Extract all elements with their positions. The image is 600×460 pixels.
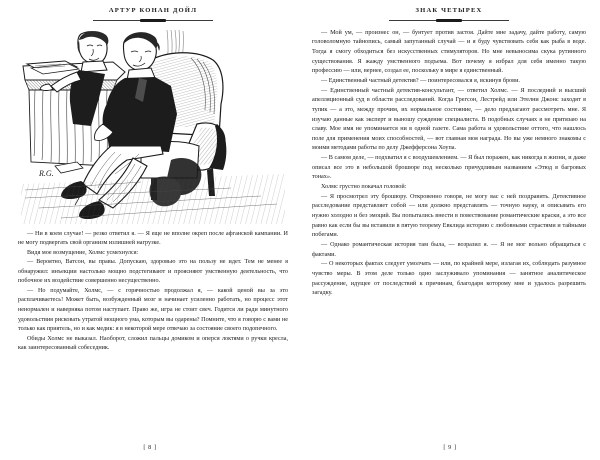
paragraph: — В самом деле, — подхватил я с воодушевлением. — Я был поражен, как никогда в жизни, и даже описал все это в небольшой брошюре под несколько причудливым названием «Этюд в багровых тонах». (312, 154, 586, 181)
paragraph: — Единственный частный детектив-консультант, — ответил Холмс. — Я последний и высший апелляционный суд в области расследований. Когда Грегсон, Лестрейд или Этелни Джонс заходят в тупик — а это, между прочим, их нормальное состояние, — дело предлагают рассмотреть мне. Я изучаю данные как эксперт и выношу суждение специалиста. В подобных случаях я не притязаю на славу. Мое имя не упоминается ни в одной газете. Сама работа и удовольствие оттого, что нашлось поле для применения моих способностей, — вот главная моя награда. Но вы уже немного знакомы с моими методами работы по делу Джефферсона Хоупа. (312, 86, 586, 152)
paragraph: — Вероятно, Ватсон, вы правы. Допускаю, здоровью это на пользу не идет. Тем не менее я обнаружил: инъекции настолько мощно подстегивают и проясняют умственную деятельность, что побочное их воздействие совершенно несущественно. (18, 259, 288, 285)
paragraph: — Но подумайте, Холмс, — с горячностью продолжал я, — какой ценой вы за это расплачиваетесь! Может быть, возбужденный мозг и начинает усиленно работать, но процесс этот ненормален и наверняка потом наступает. Право же, игра не стоит свеч. Годится ли ради минутного удовольствия рисковать утратой мощного ума, которым вы одарены? Помните, что я говорю с вами не только как приятель, но и как медик: я в некоторой мере отвечаю за состояние своего подопечного. (18, 287, 288, 333)
paragraph: — Однако романтическая история там была, — возразил я. — Я не мог вольно обращаться с фактами. (312, 241, 586, 258)
header-rule-line (389, 20, 509, 21)
left-page-body (18, 230, 288, 354)
header-rule-left (18, 18, 288, 24)
paragraph: — Ни в коем случае! — резко ответил я. — Я еще не вполне окреп после афганской кампании. И не могу подвергать свой организм излишней нагрузке. (18, 230, 288, 247)
paragraph: Видя мое возмущение, Холмс усмехнулся: (27, 249, 139, 256)
folio-left: [ 8 ] (143, 444, 157, 451)
header-rule-right (312, 18, 586, 24)
running-head-title: ЗНАК ЧЕТЫРЕХ (415, 7, 483, 14)
header-rule-line (93, 20, 213, 21)
right-page-body (312, 28, 586, 298)
paragraph: — Единственный частный детектив? — поинтересовался я, вскинув брови. (321, 76, 520, 84)
paragraph: — Я просмотрел эту брошюру. Откровенно говоря, не могу вас с ней поздравить. Детективное расследование представляет собой — или должно представлять — точную науку, и описывать его нужно холодно и без эмоций. Вы попытались внести в повествование романтические краски, а это все равно как если бы вы вставили в пятую теорему Евклида историю с любовными страстями и тайными побегами. (312, 192, 586, 239)
paragraph: Холмс грустно покачал головой: (321, 183, 407, 191)
paragraph: — Мой ум, — произнес он, — бунтует против застоя. Дайте мне задачу, дайте работу, самую головоломную тайнопись, самый запутанный случай — и я буду чувствовать себя как рыба в воде. Тогда я смогу обходиться без искусственных стимуляторов. Но мне невыносима скука рутинного существования. Я жажду умственного подъема. Вот почему я избрал для себя именно такую профессию — или, вернее, создал ее, поскольку в мире я единственный. (312, 28, 586, 75)
paragraph: — О некоторых фактах следует умолчать — или, по крайней мере, излагая их, соблюдать разумное чувство меры. В этом деле только одно заслуживало упоминания — занятное аналитическое рассуждение, идущее от последствий к причинам, благодаря которому мне и удалось разрешить загадку. (312, 260, 586, 297)
right-page (300, 0, 600, 460)
illustration-artwork (21, 28, 285, 224)
paragraph: Обиды Холмс не выказал. Наоборот, сложил пальцы домиком и оперся локтями о ручки кресла, как заинтересованный собеседник. (18, 335, 288, 352)
folio-right: [ 9 ] (443, 444, 457, 451)
illustration-signature: R.G. (39, 168, 54, 178)
chapter-illustration (21, 28, 285, 224)
running-head-author: АРТУР КОНАН ДОЙЛ (108, 7, 198, 14)
